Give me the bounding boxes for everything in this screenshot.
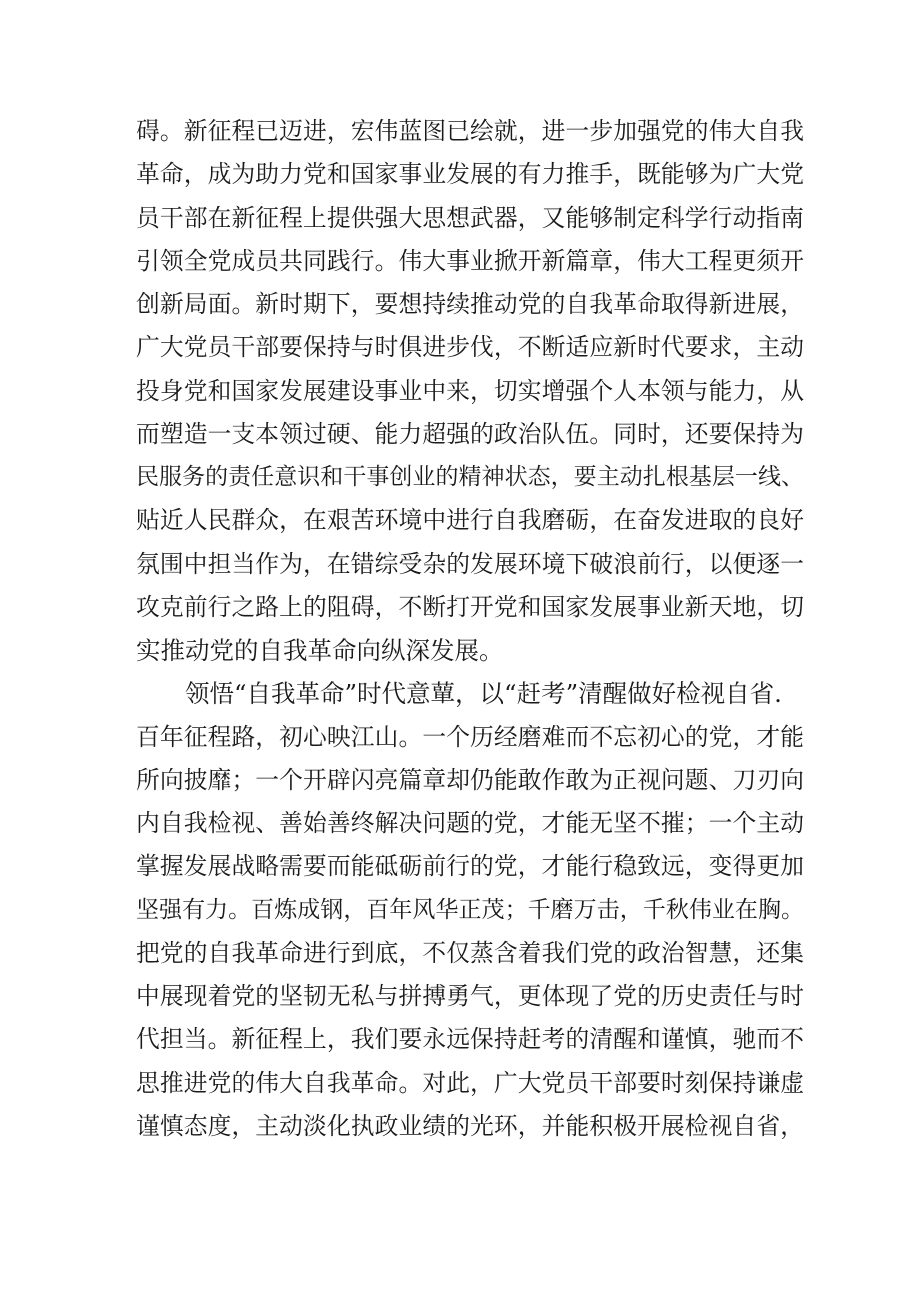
text-line: 而塑造一支本领过硬、能力超强的政治队伍。同时，还要保持为 [136, 419, 804, 448]
text-line: 所向披靡；一个开辟闪亮篇章却仍能敢作敢为正视问题、刀刃向 [136, 765, 804, 794]
text-line: 代担当。新征程上，我们要永远保持赶考的清醒和谨慎，驰而不 [136, 1025, 804, 1054]
text-line: 碍。新征程已迈进，宏伟蓝图已绘就，进一步加强党的伟大自我 [136, 117, 804, 145]
paragraph-2 [136, 672, 804, 1148]
text-line: 谨慎态度，主动淡化执政业绩的光环，并能积极开展检视自省， [136, 1111, 804, 1140]
text-line: 实推动党的自我革命向纵深发展。 [136, 636, 504, 665]
text-line: 百年征程路，初心映江山。一个历经磨难而不忘初心的党，才能 [136, 722, 804, 751]
text-line: 坚强有力。百炼成钢，百年风华正茂；千磨万击，千秋伟业在胸。 [136, 896, 804, 923]
body-text [136, 110, 804, 1148]
text-line: 内自我检视、善始善终解决问题的党，才能无坚不摧；一个主动 [136, 809, 804, 837]
text-line: 革命，成为助力党和国家事业发展的有力推手，既能够为广大党 [136, 160, 804, 189]
text-line: 投身党和国家发展建设事业中来，切实增强个人本领与能力，从 [136, 376, 804, 405]
text-line: 氛围中担当作为，在错综受杂的发展环境下破浪前行，以便逐一 [136, 549, 804, 578]
section-heading-line: 领悟“自我革命”时代意蕇，以“赶考”清醒做好检视自省. [185, 679, 782, 709]
text-line: 思推进党的伟大自我革命。对此，广大党员干部要时刻保持谦虚 [136, 1068, 804, 1097]
text-line: 把党的自我革命进行到底，不仅蒸含着我们党的政治智慧，还集 [136, 938, 804, 967]
text-line: 民服务的责任意识和干事创业的精神状态，要主动扎根基层一线、 [136, 464, 804, 490]
text-line: 攻克前行之路上的阻碍，不断打开党和国家发展事业新天地，切 [136, 592, 804, 621]
text-line: 创新局面。新时期下，要想持续推动党的自我革命取得新进展， [136, 290, 804, 318]
text-line: 员干部在新征程上提供强大思想武器，又能够制定科学行动指南 [136, 203, 804, 232]
text-line: 掌握发展战略需要而能砥砺前行的党，才能行稳致远，变得更加 [136, 852, 804, 881]
text-line: 贴近人民群众，在艰苦环境中进行自我磨砺，在奋发进取的良好 [136, 506, 804, 535]
text-line: 中展现着党的坚韧无私与拼搏勇气，更体现了党的历史责任与时 [136, 982, 804, 1010]
text-line: 引领全党成员共同践行。伟大事业掀开新篇章，伟大工程更须开 [136, 246, 804, 275]
text-line: 广大党员干部要保持与时俱进步伐，不断适应新时代要求，主动 [136, 333, 804, 362]
paragraph-1 [136, 110, 804, 672]
